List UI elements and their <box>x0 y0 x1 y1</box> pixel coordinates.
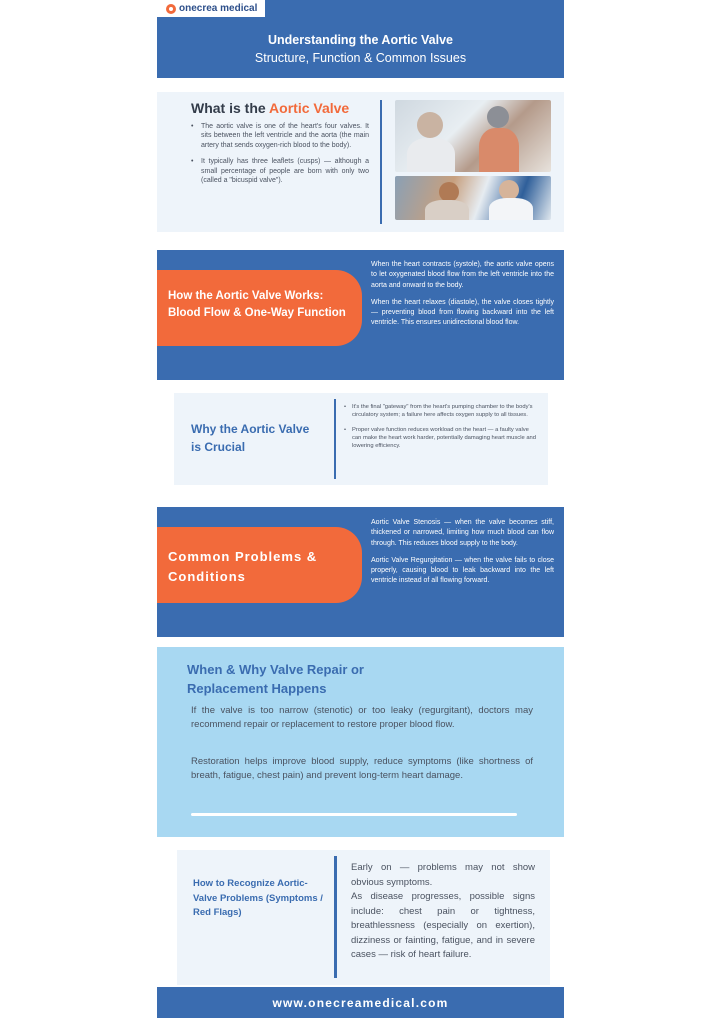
divider <box>380 100 382 224</box>
section-recognize <box>177 850 550 985</box>
page-title: Understanding the Aortic Valve <box>268 33 453 47</box>
header-banner <box>157 0 564 78</box>
list-item: • Proper valve function reduces workload on the heart — a faulty valve can make the heart work harder, potentially damaging heart muscle and lowering efficiency. <box>344 426 536 451</box>
paragraph: Aortic Valve Regurgitation — when the valve fails to close properly, causing blood to leak backward into the left ventricle instead of all flowing forward. <box>371 556 554 585</box>
divider <box>334 856 337 978</box>
paragraph: If the valve is too narrow (stenotic) or too leaky (regurgitant), doctors may recommend repair or replacement to restore proper blood flow. <box>191 705 533 730</box>
paragraph: Aortic Valve Stenosis — when the valve becomes stiff, thickened or narrowed, limiting how much blood can flow through. This reduces blood supply to the body. <box>371 519 554 547</box>
section-recognize-title: How to Recognize Aortic-Valve Problems (Symptoms / Red Flags) <box>193 878 323 918</box>
section-what-is <box>157 92 564 232</box>
doctor-figure <box>487 106 509 128</box>
paragraph: Early on — problems may not show obvious symptoms. <box>351 862 535 888</box>
section-how-it-works-title: How the Aortic Valve Works: Blood Flow & One-Way Function <box>157 270 362 346</box>
section-how-it-works <box>157 250 564 380</box>
section-repair-replacement <box>157 647 564 837</box>
logo[interactable] <box>157 0 265 17</box>
common-problems-text <box>371 518 554 594</box>
divider <box>191 813 517 816</box>
section-why-crucial-title: Why the Aortic Valve is Crucial <box>191 422 310 454</box>
title-highlight: Aortic Valve <box>269 100 350 116</box>
footer <box>157 987 564 1018</box>
website-link[interactable]: www.onecreamedical.com <box>272 995 449 1010</box>
patient-figure <box>417 112 443 138</box>
section-common-problems <box>157 507 564 637</box>
list-item: • It's the final "gateway" from the heart's pumping chamber to the body's circulatory system; a failure here affects oxygen supply to all tissues. <box>344 403 536 420</box>
section-repair-title: When & Why Valve Repair or Replacement Happens <box>187 662 364 696</box>
divider <box>334 399 336 479</box>
title-prefix: What is the <box>191 100 270 116</box>
paragraph: When the heart relaxes (diastole), the valve closes tightly — preventing blood from flowing backward into the left ventricle. This ensures unidirectional blood flow. <box>371 298 554 327</box>
logo-text: onecrea medical <box>179 3 258 14</box>
why-crucial-bullet-list <box>344 403 536 456</box>
patient-figure <box>439 182 459 202</box>
section-why-crucial <box>174 393 548 485</box>
section-common-problems-title: Common Problems & Conditions <box>157 527 362 603</box>
what-is-bullet-list <box>191 122 369 192</box>
doctor-consult-photo <box>395 176 551 220</box>
paragraph: Restoration helps improve blood supply, reduce symptoms (like shortness of breath, fatigue, chest pain) and prevent long-term heart damage. <box>191 756 533 781</box>
doctor-body <box>479 128 519 172</box>
infographic <box>157 0 564 1018</box>
list-item: • It typically has three leaflets (cusps) — although a small percentage of people are born with only two (called a "bicuspid valve"). <box>191 157 369 185</box>
section-what-is-title <box>191 100 349 116</box>
recognize-text <box>351 861 535 963</box>
doctor-patient-photo <box>395 100 551 172</box>
patient-body <box>407 138 455 172</box>
page-subtitle: Structure, Function & Common Issues <box>254 51 467 65</box>
logo-mark-icon <box>166 4 176 14</box>
list-item: • The aortic valve is one of the heart's four valves. It sits between the left ventricle and the aorta (the main artery that sends oxygen-rich blood to the body). <box>191 122 369 150</box>
patient-body <box>425 200 469 220</box>
how-it-works-text <box>371 260 554 336</box>
doctor-figure <box>499 180 519 200</box>
paragraph: As disease progresses, possible signs include: chest pain or tightness, breathlessness (especially on exertion), dizziness or fainting, fatigue, and in severe cases — risk of heart failure. <box>351 891 535 960</box>
paragraph: When the heart contracts (systole), the aortic valve opens to let oxygenated blood flow from the left ventricle into the aorta and onward to the body. <box>371 261 554 289</box>
doctor-body <box>489 198 533 220</box>
